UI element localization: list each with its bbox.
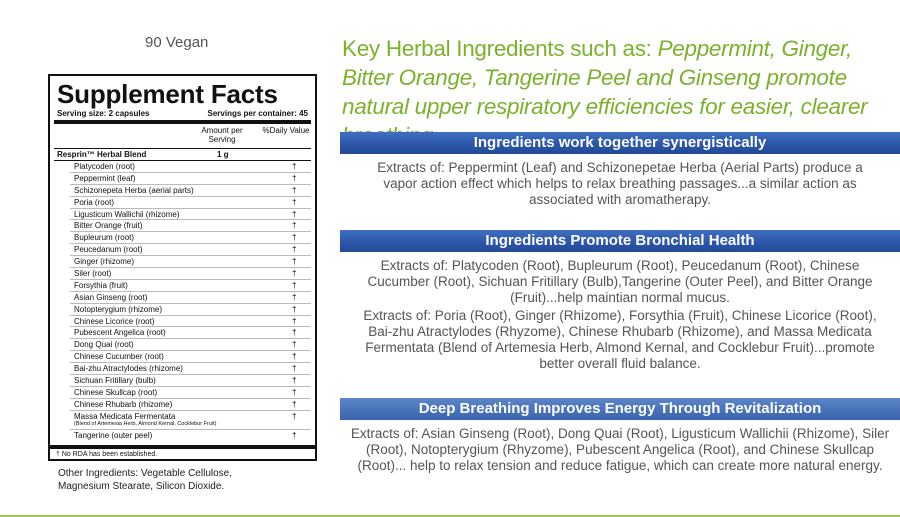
dagger-mark: † bbox=[292, 197, 297, 207]
dagger-mark: † bbox=[292, 364, 297, 374]
ingredient-row bbox=[70, 375, 311, 387]
ingredient-row bbox=[70, 351, 311, 363]
section-paragraph: Extracts of: Platycoden (Root), Bupleurum (Root), Peucedanum (Root), Chinese Cucumber (Root), Sichuan Fritillary (Bulb),Tangerine (Outer Peel), and Bitter Orange (Fruit)...help maintian normal mucus. bbox=[367, 258, 873, 305]
dagger-mark: † bbox=[292, 316, 297, 326]
dagger-mark: † bbox=[292, 292, 297, 302]
ingredient-row bbox=[70, 161, 311, 173]
ingredient-name: Notopterygium (rhizome) bbox=[74, 304, 163, 314]
section-paragraph: Extracts of: Asian Ginseng (Root), Dong Quai (Root), Ligusticum Wallichii (Rhizome), Siler (Root), Notopterygium (Rhyzome), Pubescent Angelica (Root), and Chinese Skullcap (Root)... help to relax tension and reduce fatigue, which can create more natural energy. bbox=[350, 426, 890, 473]
ingredient-name: Forsythia (fruit) bbox=[74, 280, 128, 290]
ingredient-name: Schizonepeta Herba (aerial parts) bbox=[74, 185, 194, 195]
ingredient-name: Bai-zhu Atractylodes (rhizome) bbox=[74, 364, 183, 374]
ingredient-row bbox=[70, 173, 311, 185]
dagger-mark: † bbox=[292, 340, 297, 350]
ingredient-name: Ginger (rhizome) bbox=[74, 257, 135, 267]
daily-value-header: %Daily Value bbox=[262, 126, 310, 135]
ingredient-name: Massa Medicata Fermentata bbox=[74, 411, 176, 421]
ingredient-name: Chinese Cucumber (root) bbox=[74, 352, 164, 362]
ingredient-name: Poria (root) bbox=[74, 197, 115, 207]
ingredient-name: Platycoden (root) bbox=[74, 162, 135, 171]
dagger-mark: † bbox=[292, 221, 297, 231]
product-count-label: 90 Vegan bbox=[145, 34, 209, 51]
dagger-mark: † bbox=[292, 352, 297, 362]
dagger-mark: † bbox=[292, 162, 297, 171]
ingredient-row bbox=[70, 316, 311, 328]
ingredient-row bbox=[70, 387, 311, 399]
dagger-mark: † bbox=[292, 269, 297, 279]
ingredient-row bbox=[70, 185, 311, 197]
column-headers bbox=[54, 124, 311, 149]
ingredient-row bbox=[70, 327, 311, 339]
dagger-mark: † bbox=[292, 376, 297, 386]
section-banner-energy: Deep Breathing Improves Energy Through Revitalization bbox=[340, 398, 900, 420]
dagger-mark: † bbox=[292, 173, 297, 183]
dagger-mark: † bbox=[292, 257, 297, 267]
facts-title: Supplement Facts bbox=[57, 79, 278, 109]
dagger-mark: † bbox=[292, 233, 297, 243]
ingredient-name: Pubescent Angelica (root) bbox=[74, 328, 166, 338]
blend-row bbox=[54, 149, 311, 161]
ingredient-row bbox=[70, 244, 311, 256]
dagger-mark: † bbox=[292, 209, 297, 219]
dagger-mark: † bbox=[292, 328, 297, 338]
ingredient-name: Chinese Skullcap (root) bbox=[74, 387, 158, 397]
ingredient-name: Siler (root) bbox=[74, 269, 112, 279]
headline-plain: Key Herbal Ingredients such as: bbox=[342, 36, 658, 61]
ingredient-row bbox=[70, 268, 311, 280]
ingredient-name: Bitter Orange (fruit) bbox=[74, 221, 143, 231]
ingredient-row bbox=[70, 280, 311, 292]
facts-footnote: † No RDA has been established. bbox=[50, 445, 315, 459]
amount-header: Amount per Serving bbox=[201, 126, 243, 144]
headline-italic: Peppermint, Ginger, Bitter Orange, Tangerine Peel and Ginseng promote natural upper respiratory efficiencies for easier, clearer bbox=[342, 36, 868, 119]
servings-per-container: Servings per container: 45 bbox=[207, 109, 308, 118]
ingredient-name: Chinese Rhubarb (rhizome) bbox=[74, 399, 173, 409]
ingredient-row bbox=[70, 363, 311, 375]
ingredient-row bbox=[70, 399, 311, 411]
ingredient-name: Sichuan Fritillary (bulb) bbox=[74, 376, 156, 386]
ingredient-name: Tangerine (outer peel) bbox=[74, 430, 153, 440]
ingredient-row bbox=[70, 220, 311, 232]
dagger-mark: † bbox=[292, 399, 297, 409]
dagger-mark: † bbox=[292, 304, 297, 314]
section-paragraph: Extracts of: Peppermint (Leaf) and Schizonepetae Herba (Aerial Parts) produce a vapor action effect which helps to relax breathing passages...a similar action as associated with aromatherapy. bbox=[377, 160, 863, 207]
ingredient-row bbox=[70, 411, 311, 430]
section-banner-bronchial: Ingredients Promote Bronchial Health bbox=[340, 230, 900, 252]
ingredient-name: Peucedanum (root) bbox=[74, 245, 143, 255]
other-ingredients: Other Ingredients: Vegetable Cellulose, Magnesium Stearate, Silicon Dioxide. bbox=[58, 468, 232, 492]
blend-amount: 1 g bbox=[217, 150, 229, 159]
ingredient-name: Chinese Licorice (root) bbox=[74, 316, 155, 326]
serving-row bbox=[54, 108, 311, 124]
section-banner-synergy: Ingredients work together synergistically bbox=[340, 132, 900, 154]
supplement-facts-panel bbox=[48, 74, 317, 461]
ingredient-subtext: (Blend of Artemesia Herb, Almond Kernal, Cocklebur Fruit) bbox=[74, 420, 217, 427]
ingredient-name: Ligusticum Wallichii (rhizome) bbox=[74, 209, 180, 219]
dagger-mark: † bbox=[292, 245, 297, 255]
dagger-mark: † bbox=[292, 430, 297, 440]
ingredient-name: Dong Quai (root) bbox=[74, 340, 134, 350]
section-paragraph: Extracts of: Poria (Root), Ginger (Rhizome), Forsythia (Fruit), Chinese Licorice (Root), Bai-zhu Atractylodes (Rhyzome), Chinese Rhubarb (Rhizome), and Massa Medicata Fermentata (Blend of Artemesia Herb, Almond Kernal, and Cocklebur Fruit)...promote better overall fluid balance. bbox=[363, 308, 877, 371]
serving-size: Serving size: 2 capsules bbox=[57, 109, 150, 118]
dagger-mark: † bbox=[292, 387, 297, 397]
ingredient-row bbox=[70, 232, 311, 244]
ingredient-row bbox=[70, 292, 311, 304]
ingredient-row bbox=[70, 339, 311, 351]
dagger-mark: † bbox=[292, 185, 297, 195]
dagger-mark: † bbox=[292, 411, 297, 421]
ingredient-row bbox=[70, 304, 311, 316]
ingredient-name: Asian Ginseng (root) bbox=[74, 292, 148, 302]
blend-name: Resprin™ Herbal Blend bbox=[57, 150, 147, 159]
dagger-mark: † bbox=[292, 280, 297, 290]
ingredient-row bbox=[70, 256, 311, 268]
ingredient-row bbox=[70, 209, 311, 221]
ingredient-list bbox=[54, 161, 311, 442]
ingredient-name: Bupleurum (root) bbox=[74, 233, 135, 243]
ingredient-name: Peppermint (leaf) bbox=[74, 173, 136, 183]
ingredient-row bbox=[70, 197, 311, 209]
ingredient-row bbox=[70, 430, 311, 442]
